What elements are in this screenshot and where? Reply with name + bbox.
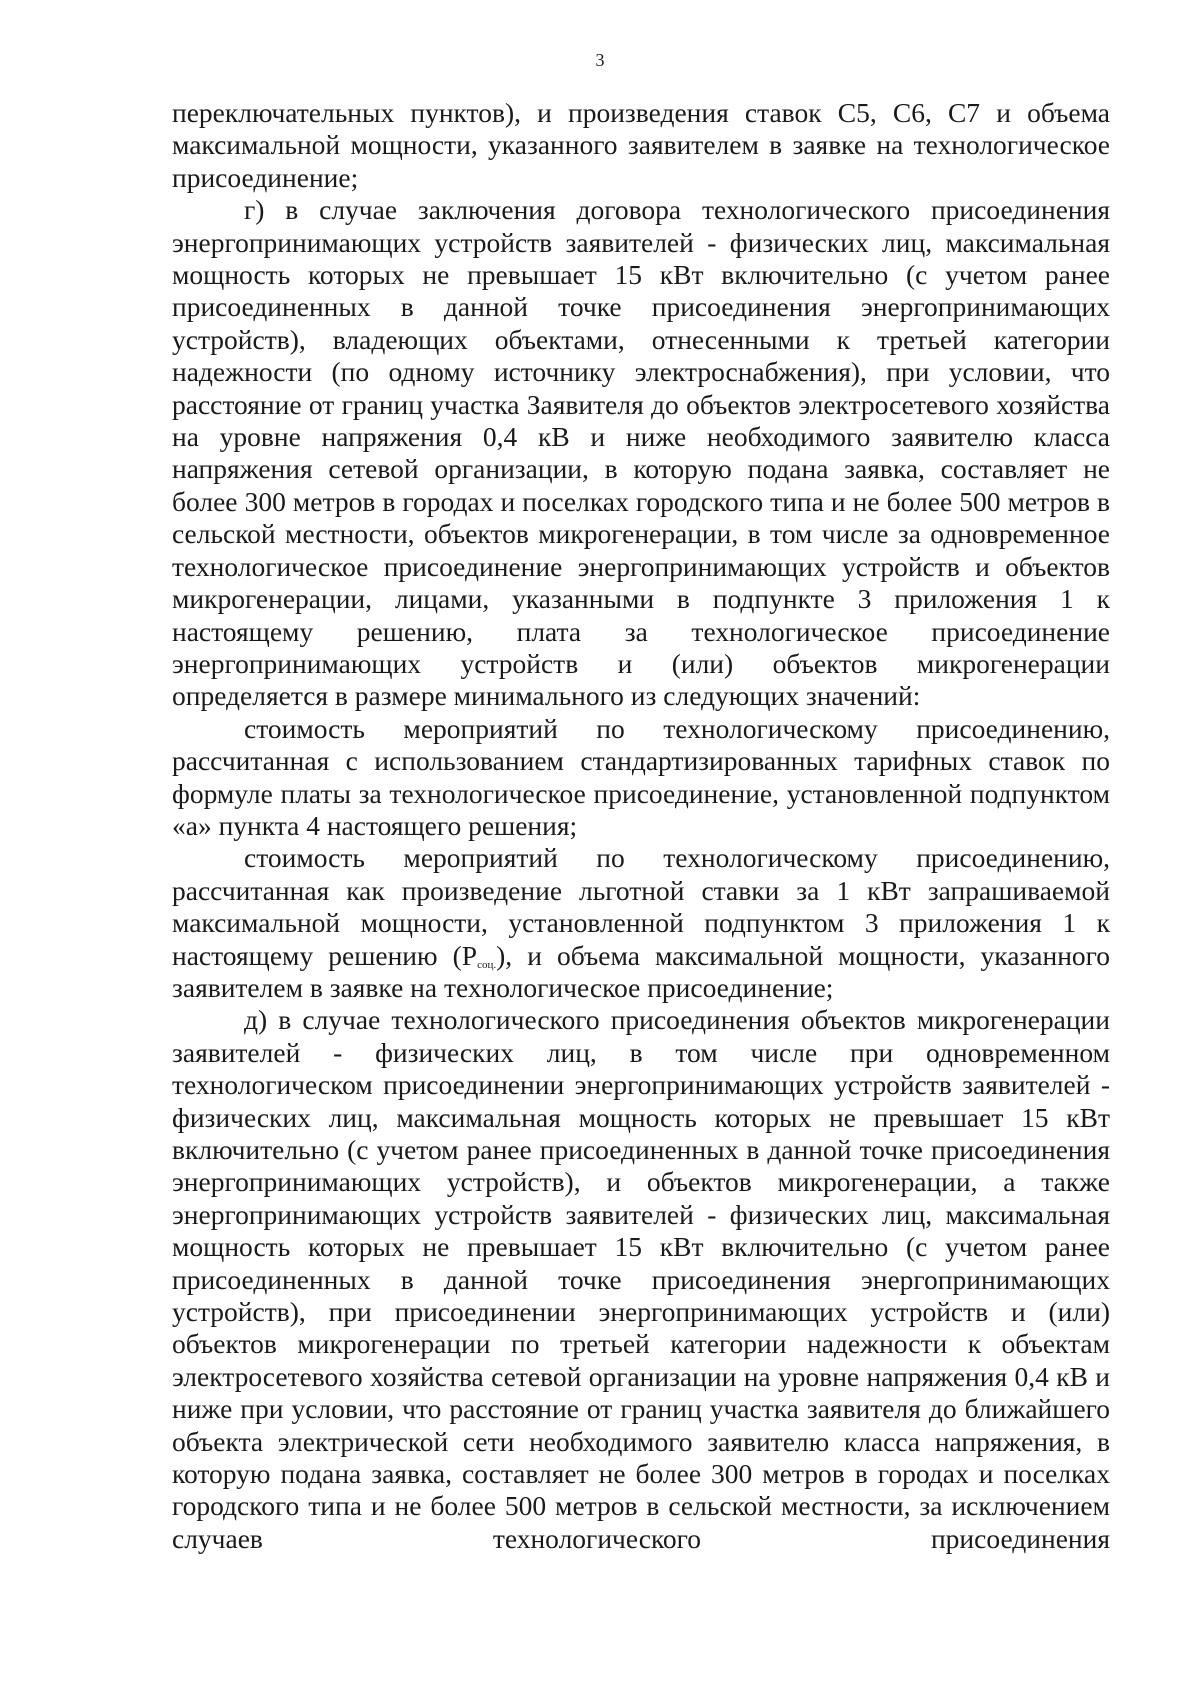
page-number: 3	[595, 50, 605, 70]
paragraph-item-d: д) в случае технологического присоединения объектов микрогенерации заявителей - физических лиц, в том числе при одновременном технологическом присоединении энергопринимающих устройств заявителей - физических лиц, максимальная мощность которых не превышает 15 кВт включительно (с учетом ранее присоединенных в данной точке присоединения энергопринимающих устройств), и объектов микрогенерации, а также энергопринимающих устройств заявителей - физических лиц, максимальная мощность которых не превышает 15 кВт включительно (с учетом ранее присоединенных в данной точке присоединения энергопринимающих устройств), при присоединении энергопринимающих устройств и (или) объектов микрогенерации по третьей категории надежности к объектам электросетевого хозяйства сетевой организации на уровне напряжения 0,4 кВ и ниже при условии, что расстояние от границ участка заявителя до ближайшего объекта электрической сети необходимого заявителю класса напряжения, в которую подана заявка, составляет не более 300 метров в городах и поселках городского типа и не более 500 метров в сельской местности, за исключением случаев технологического присоединения	[172, 1004, 1110, 1554]
paragraph-cost-standard-rates: стоимость мероприятий по технологическому присоединению, рассчитанная с использованием стандартизированных тарифных ставок по формуле платы за технологическое присоединение, установленной подпунктом «а» пункта 4 настоящего решения;	[172, 712, 1110, 841]
paragraph-continuation: переключательных пунктов), и произведения ставок С5, С6, С7 и объема максимальной мощности, указанного заявителем в заявке на технологическое присоединение;	[172, 97, 1110, 193]
paragraph-item-g: г) в случае заключения договора технологического присоединения энергопринимающих устройств заявителей - физических лиц, максимальная мощность которых не превышает 15 кВт включительно (с учетом ранее присоединенных в данной точке присоединения энергопринимающих устройств), владеющих объектами, отнесенными к третьей категории надежности (по одному источнику электроснабжения), при условии, что расстояние от границ участка Заявителя до объектов электросетевого хозяйства на уровне напряжения 0,4 кВ и ниже необходимого заявителю класса напряжения сетевой организации, в которую подана заявка, составляет не более 300 метров в городах и поселках городского типа и не более 500 метров в сельской местности, объектов микрогенерации, в том числе за одновременное технологическое присоединение энергопринимающих устройств и объектов микрогенерации, лицами, указанными в подпункте 3 приложения 1 к настоящему решению, плата за технологическое присоединение энергопринимающих устройств и (или) объектов микрогенерации определяется в размере минимального из следующих значений:	[172, 194, 1110, 712]
paragraph-cost-preferential-rate	[172, 842, 1110, 1004]
preferential-rate-text-before: стоимость мероприятий по технологическому присоединению, рассчитанная как произведение льготной ставки за 1 кВт запрашиваемой максимальной мощности, установленной подпунктом 3 приложения 1 к настоящему решению (Р	[172, 842, 1110, 971]
preferential-rate-text-after: ), и объема максимальной мощности, указанного заявителем в заявке на технологическое присоединение;	[172, 939, 1110, 1003]
document-body	[172, 97, 1110, 1555]
social-subscript: соц.	[477, 958, 497, 971]
